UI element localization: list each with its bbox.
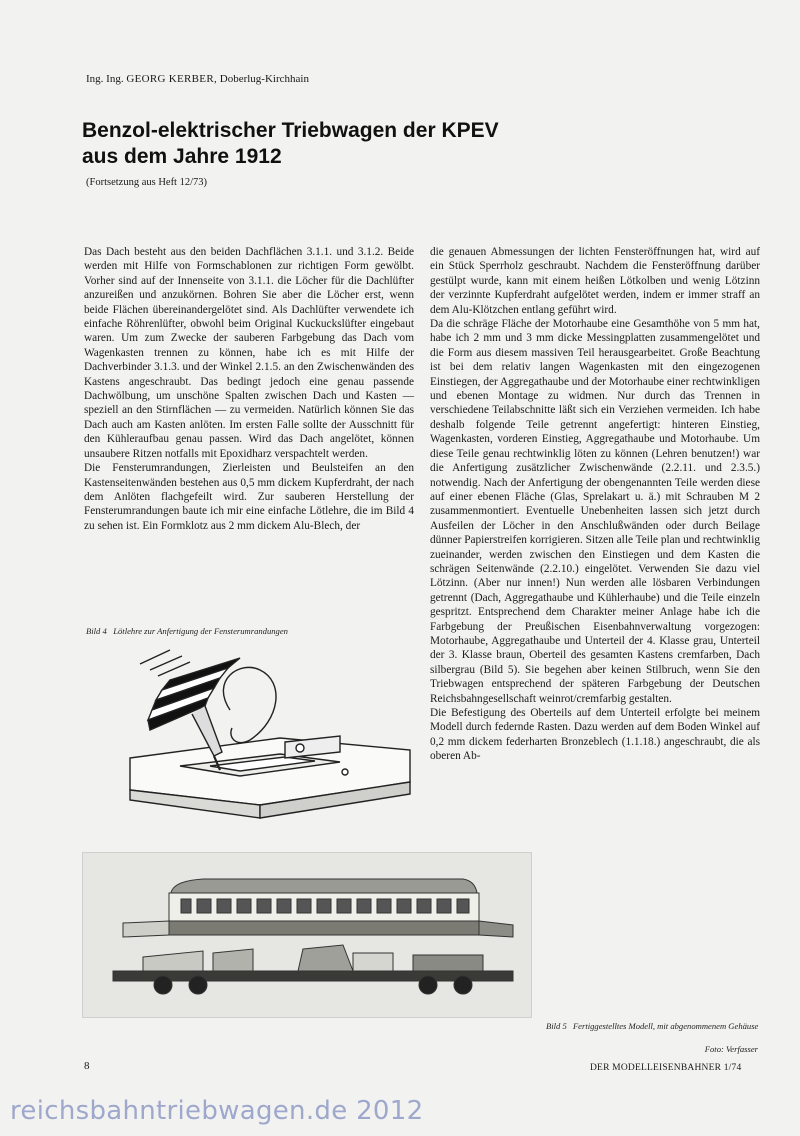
author-name: GEORG KERBER, — [126, 73, 218, 85]
right-column — [430, 245, 760, 764]
title-line-2: aus dem Jahre 1912 — [82, 145, 282, 168]
figure-4-text: Lötlehre zur Anfertigung der Fensterumrandungen — [113, 626, 288, 636]
continuation-note: (Fortsetzung aus Heft 12/73) — [86, 177, 208, 188]
figure-5-label: Bild 5 — [546, 1021, 567, 1031]
paragraph: Die Befestigung des Oberteils auf dem Unterteil erfolgte bei meinem Modell durch federnde Rasten. Dazu werden auf dem Boden Winkel auf 0,2 mm dickem federharten Bronzeblech (1.1.18.) angeschraubt, die als oberen Ab- — [430, 707, 760, 763]
left-column — [84, 245, 414, 533]
figure-5-caption — [546, 1021, 761, 1032]
author-place: Doberlug-Kirchhain — [219, 73, 309, 85]
figure-5-text: Fertiggestelltes Modell, mit abgenommenem Gehäuse — [572, 1021, 759, 1031]
author-prefix: Ing. Ing. — [86, 73, 124, 85]
paragraph: Das Dach besteht aus den beiden Dachflächen 3.1.1. und 3.1.2. Beide werden mit Hilfe von Formschablonen zur richtigen Form gewölbt. Vorher sind auf der Innenseite von 3.1.1. die Löcher für die Dachlüfter anzureißen und anzukörnen. Bohren Sie aber die Löcher erst, wenn beide Flächen übereinandergelötet sind. Als Dachlüfter verwendete ich einfache Röhrenlüfter, obwohl beim Original Kuckuckslüfter eingebaut waren. Um zum Zwecke der sauberen Farbgebung das Dach vom Wagenkasten trennen zu können, habe ich es mit Hilfe der Dachverbinder 3.1.3. und der Winkel 2.1.5. an den Zwischenwänden des Kastens angeschraubt. Das bedingt jedoch eine genau passende Dachwölbung, um unschöne Spalten zwischen Dach und Kasten — speziell an den Stirnflächen — zu vermeiden. Natürlich können Sie das Dach auch am Kasten anlöten. Im ersten Falle sollte der Ausschnitt für den Kühleraufbau genau passen. Wird das Dach angelötet, können unsaubere Ritzen notfalls mit Epoxidharz verspachtelt werden. — [84, 246, 414, 460]
paragraph: Die Fensterumrandungen, Zierleisten und Beulsteifen an den Kastenseitenwänden bestehen aus 0,5 mm dickem Kupferdraht, der nach dem Anlöten flachgefeilt wird. Zur sauberen Herstellung der Fensterumrandungen baute ich mir eine einfache Lötlehre, die im Bild 4 zu sehen ist. Ein Formklotz aus 2 mm dickem Alu-Blech, der — [84, 462, 414, 532]
paragraph: Da die schräge Fläche der Motorhaube eine Gesamthöhe von 5 mm hat, habe ich 2 mm und 3 mm dicke Messingplatten zusammengelötet und die Form aus diesem massiven Teil herausgearbeitet. Große Beachtung ist bei dem relativ langen Wagenkasten mit den eingezogenen Einstiegen, der Aggregathaube und der Motorhaube einer rechtwinkligen und ebenen Montage zu widmen. Nur durch das Trennen in verschiedene Teilabschnitte läßt sich ein Verziehen vermeiden. Ich habe deshalb folgende Teile getrennt angefertigt: hinteren Einstieg, Wagenkasten, vorderen Einstieg, Aggregathaube und Motorhaube. Um diese Teile genau rechtwinklig löten zu können (Lehren benutzen!) war die Anfertigung zusätzlicher Zwischenwände (2.2.11. und 2.3.5.) notwendig. Nach der Anfertigung der obengenannten Teile werden diese auf einer ebenen Fläche (Glas, Sprelakart u. ä.) mit Schrauben M 2 zusammenmontiert. Eventuelle Unebenheiten lassen sich jetzt durch Ausfeilen der Löcher in den Anschlußwänden oder durch Beilage dünner Papierstreifen korrigieren. Sitzen alle Teile plan und rechtwinklig zueinander, werden zwischen den Einstiegen und dem Kasten die schrägen Seitenwände (2.2.10.) eingelötet. Verwenden Sie dazu viel Lötzinn. (Aber nur innen!) Nun werden alle lösbaren Verbindungen getrennt (Dach, Aggregathaube und Kühlerhaube) und die Teile einzeln gespritzt. Entsprechend dem Charakter meiner Anlage habe ich die Farbgebung der Preußischen Eisenbahnverwaltung vorgezogen: Motorhaube, Aggregathaube und Unterteil der 4. Klasse grau, Unterteil der 3. Klasse braun, Oberteil des gesamten Kastens cremfarben, Dach silbergrau (Bild 5). Sie begehen aber keinen Stilbruch, wenn Sie den Triebwagen entsprechend der späteren Farbgebung der Deutschen Reichsbahngesellschaft weinrot/cremfarbig gestalten. — [430, 318, 761, 705]
figure-4-label: Bild 4 — [86, 626, 107, 636]
photo-credit: Foto: Verfasser — [704, 1044, 758, 1054]
figure-4-caption — [86, 626, 288, 637]
watermark: reichsbahntriebwagen.de 2012 — [10, 1096, 424, 1126]
title-line-1: Benzol-elektrischer Triebwagen der KPEV — [82, 119, 499, 142]
paragraph: die genauen Abmessungen der lichten Fensteröffnungen hat, wird auf ein Stück Sperrholz geschraubt. Nachdem die Fensteröffnung darüber gestülpt wurde, kann mit einem heißen Lötkolben und wenig Lötzinn der verzinnte Kupferdraht aufgelötet werden, indem er immer straff an dem Alu-Klötzchen entlang geführt wird. — [430, 246, 760, 316]
model-photo — [82, 852, 532, 1018]
author-line — [86, 73, 309, 85]
article-title — [82, 118, 682, 170]
journal-footer: DER MODELLEISENBAHNER 1/74 — [590, 1063, 742, 1073]
page-number: 8 — [84, 1060, 90, 1072]
railcar-model-illustration — [83, 853, 531, 1017]
soldering-jig-illustration — [110, 640, 430, 840]
